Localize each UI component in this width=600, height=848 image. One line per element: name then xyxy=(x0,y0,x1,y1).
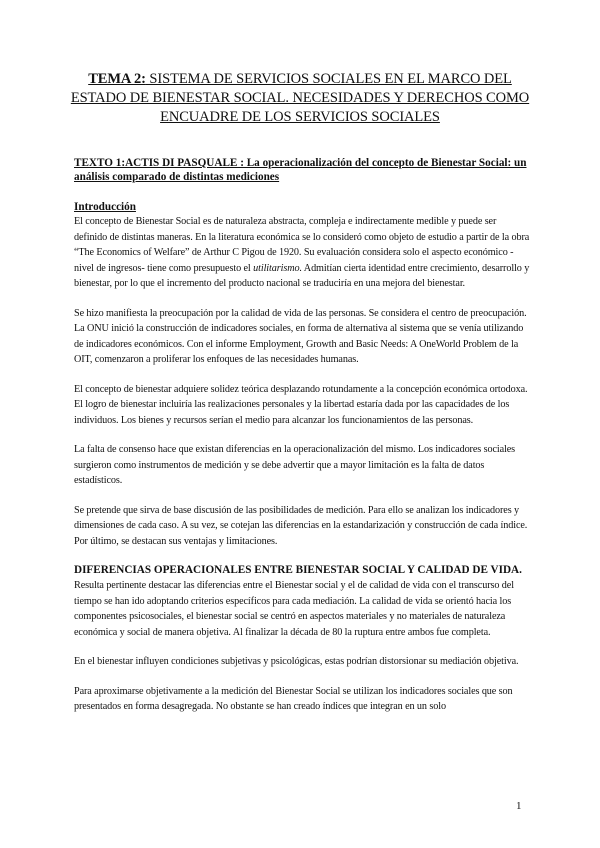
document-title xyxy=(60,70,540,127)
paragraph-1-emphasis: utilitarismo. xyxy=(253,262,302,274)
paragraph-1 xyxy=(74,214,530,292)
text-subtitle: TEXTO 1:ACTIS DI PASQUALE : La operacionalización del concepto de Bienestar Social: un análisis comparado de distintas mediciones xyxy=(74,157,527,183)
title-rest: SISTEMA DE SERVICIOS SOCIALES EN EL MARCO DEL ESTADO DE BIENESTAR SOCIAL. NECESIDADES Y DERECHOS COMO ENCUADRE DE LOS SERVICIOS SOCIALES xyxy=(70,71,530,125)
paragraph-6: Resulta pertinente destacar las diferencias entre el Bienestar social y el de calidad de vida con el transcurso del tiempo se han ido adoptando criterios específicos para cada mediación. La calidad de vida se orientó hacia los componentes psicosociales, el bienestar social se centró en aspectos materiales y no materiales de naturaleza económica y social de manera objetiva. Al finalizar la década de 80 la ruptura entre ambos fue completa. xyxy=(74,580,514,638)
paragraph-2: Se hizo manifiesta la preocupación por la calidad de vida de las personas. Se considera el centro de preocupación. La ONU inició la construcción de indicadores sociales, en forma de alternativa al sistema que se venía utilizando de indicadores económicos. Con el informe Employment, Growth and Basic Needs: A OneWorld Problem de la OIT, comenzaron a proliferar los enfoques de las necesidades humanas. xyxy=(74,307,527,365)
paragraph-4: La falta de consenso hace que existan diferencias en la operacionalización del mismo. Los indicadores sociales surgieron como instrumentos de medición y se debe advertir que a mayor limitación es la falta de datos estadísticos. xyxy=(74,444,516,486)
paragraph-8: Para aproximarse objetivamente a la medición del Bienestar Social se utilizan los indicadores sociales que son presentados en forma desagregada. No obstante se han creado índices que integran en un solo xyxy=(74,685,513,712)
paragraph-1-start: El concepto de Bienestar Social es de naturaleza abstracta, compleja e indirectamente medible y puede ser definido de distintas maneras. En la literatura económica se lo consideró como objeto de estudio a partir de la obra “The Economics of Welfare” de Arthur C Pigou de 1920. Su evaluación considera solo el aspecto económico -nivel de ingresos- tiene como presupuesto el xyxy=(74,216,530,274)
document-body xyxy=(74,200,530,715)
page-number: 1 xyxy=(516,800,522,812)
paragraph-7: En el bienestar influyen condiciones subjetivas y psicológicas, estas podrían distorsionar su mediación objetiva. xyxy=(74,656,519,667)
intro-heading: Introducción xyxy=(74,201,136,213)
title-lead: TEMA 2: xyxy=(88,71,146,87)
paragraph-1-end: Admitían cierta identidad entre crecimiento, desarrollo y bienestar, por lo que el incremento del producto nacional se traduciría en una mejora del bienestar. xyxy=(74,262,530,289)
paragraph-3: El concepto de bienestar adquiere solidez teórica desplazando rotundamente a la concepción económica ortodoxa. El logro de bienestar incluiría las realizaciones personales y la libertad estaría dada por las capacidades de los individuos. Los bienes y recursos serían el medio para alcanzar los funcionamientos de las personas. xyxy=(74,383,528,426)
paragraph-5: Se pretende que sirva de base discusión de las posibilidades de medición. Para ello se analizan los indicadores y dimensiones de cada caso. A su vez, se cotejan las diferencias en la estandarización y construcción de cada índice. Por último, se destacan sus ventajas y limitaciones. xyxy=(74,504,528,547)
section-heading: DIFERENCIAS OPERACIONALES ENTRE BIENESTAR SOCIAL Y CALIDAD DE VIDA. xyxy=(74,564,522,576)
